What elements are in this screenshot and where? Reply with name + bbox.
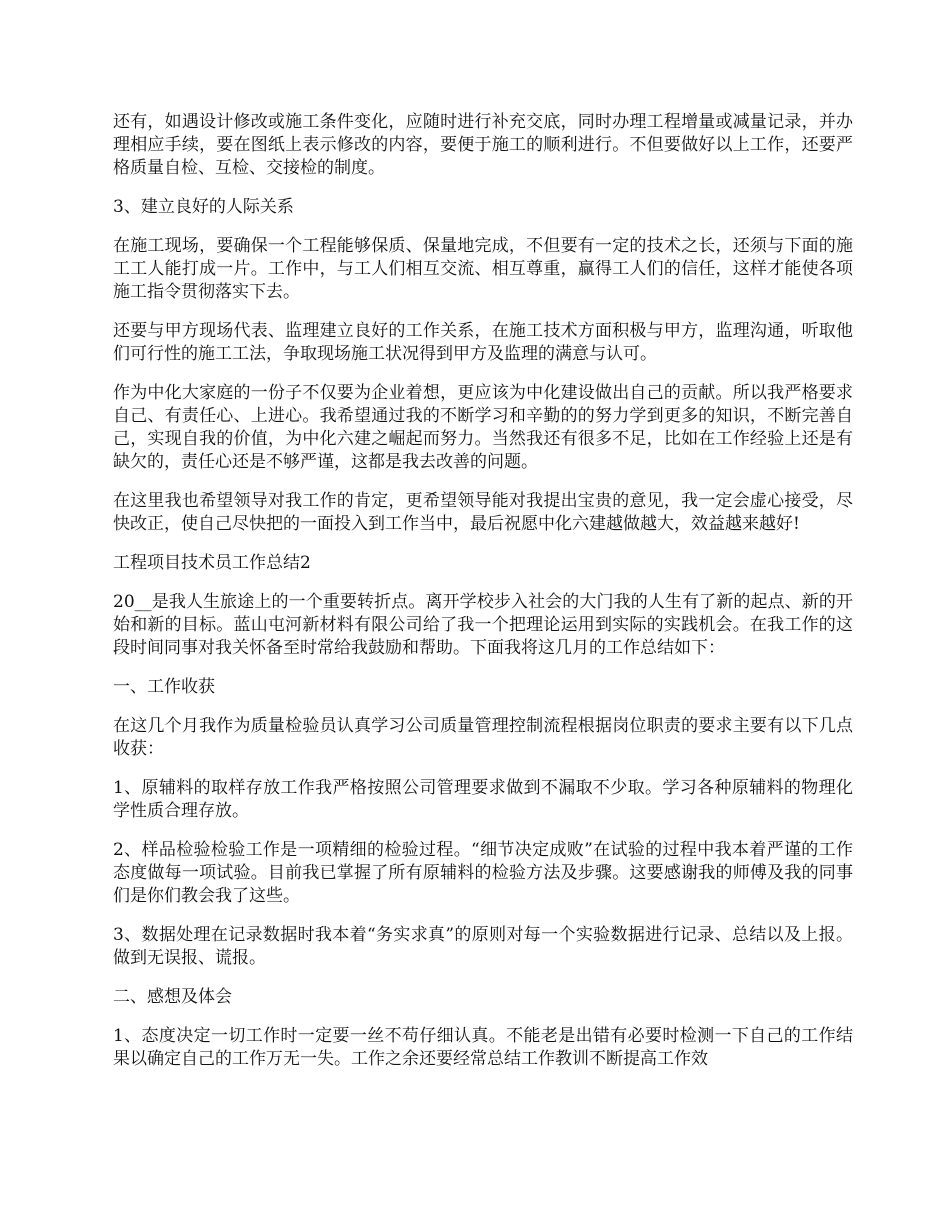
paragraph-design-changes: 还有，如遇设计修改或施工条件变化，应随时进行补充交底，同时办理工程增量或减量记录，并办理相应手续，要在图纸上表示修改的内容，要便于施工的顺利进行。不但要做好以上工作，还要严格质量自检、互检、交接检的制度。	[113, 112, 853, 178]
heading-work-gains: 一、工作收获	[113, 677, 215, 697]
paragraph-site-workers: 在施工现场，要确保一个工程能够保质、保量地完成，不但要有一定的技术之长，还须与下面的施工工人能打成一片。工作中，与工人们相互交流、相互尊重，赢得工人们的信任，这样才能使各项施工指令贯彻落实下去。	[113, 236, 853, 302]
heading-relationships: 3、建立良好的人际关系	[113, 197, 294, 217]
paragraph-reflection-1: 1、态度决定一切工作时一定要一丝不苟仔细认真。不能老是出错有必要时检测一下自己的工作结果以确定自己的工作万无一失。工作之余还要经常总结工作教训不断提高工作效	[113, 1026, 853, 1069]
paragraph-turning-point: 20__是我人生旅途上的一个重要转折点。离开学校步入社会的大门我的人生有了新的起点、新的开始和新的目标。蓝山屯河新材料有限公司给了我一个把理论运用到实际的实践机会。在我工作的这段时间同事对我关怀备至时常给我鼓励和帮助。下面我将这几月的工作总结如下：	[113, 592, 853, 658]
section-title-summary-2: 工程项目技术员工作总结2	[113, 553, 311, 573]
paragraph-gains-intro: 在这几个月我作为质量检验员认真学习公司质量管理控制流程根据岗位职责的要求主要有以下几点收获：	[113, 716, 853, 759]
paragraph-contribution: 作为中化大家庭的一份子不仅要为企业着想，更应该为中化建设做出自己的贡献。所以我严格要求自己、有责任心、上进心。我希望通过我的不断学习和辛勤的的努力学到更多的知识，不断完善自己，实现自我的价值，为中化六建之崛起而努力。当然我还有很多不足，比如在工作经验上还是有缺欠的，责任心还是不够严谨，这都是我去改善的问题。	[113, 383, 853, 472]
paragraph-client-supervision: 还要与甲方现场代表、监理建立良好的工作关系，在施工技术方面积极与甲方，监理沟通，听取他们可行性的施工工法，争取现场施工状况得到甲方及监理的满意与认可。	[113, 321, 853, 364]
paragraph-closing-wishes: 在这里我也希望领导对我工作的肯定，更希望领导能对我提出宝贵的意见，我一定会虚心接受，尽快改正，使自己尽快把的一面投入到工作当中，最后祝愿中化六建越做越大，效益越来越好!	[113, 491, 853, 534]
document-body	[113, 111, 853, 1087]
paragraph-gain-2: 2、样品检验检验工作是一项精细的检验过程。“细节决定成败”在试验的过程中我本着严谨的工作态度做每一项试验。目前我已掌握了所有原辅料的检验方法及步骤。这要感谢我的师傅及我的同事们是你们教会我了这些。	[113, 840, 853, 906]
heading-reflections: 二、感想及体会	[113, 987, 232, 1007]
paragraph-gain-3: 3、数据处理在记录数据时我本着“务实求真”的原则对每一个实验数据进行记录、总结以及上报。做到无误报、谎报。	[113, 925, 853, 968]
paragraph-gain-1: 1、原辅料的取样存放工作我严格按照公司管理要求做到不漏取不少取。学习各种原辅料的物理化学性质合理存放。	[113, 778, 853, 821]
